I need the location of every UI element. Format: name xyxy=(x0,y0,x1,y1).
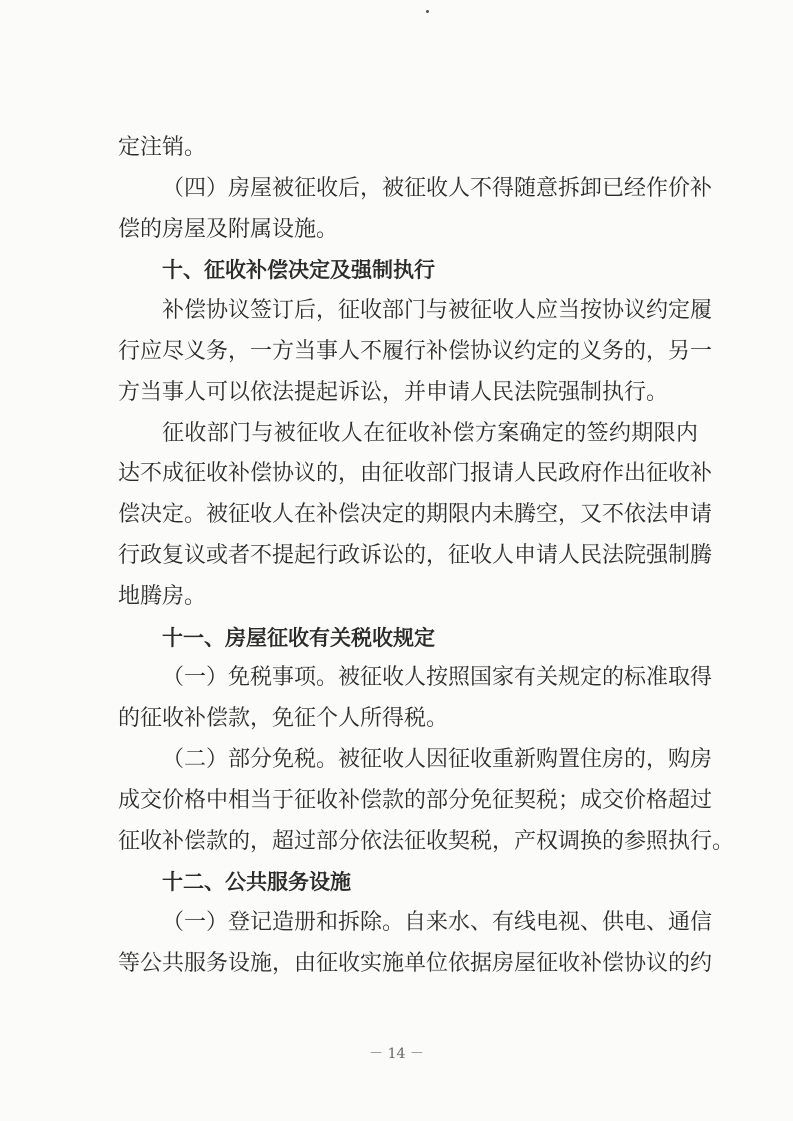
text-line: （二）部分免税。被征收人因征收重新购置住房的，购房 xyxy=(162,746,713,772)
text-line: （四）房屋被征收后，被征收人不得随意拆卸已经作价补 xyxy=(162,175,713,201)
text-line: 征收补偿款的，超过部分依法征收契税，产权调换的参照执行。 xyxy=(118,828,735,854)
section-heading-12: 十二、公共服务设施 xyxy=(162,870,351,895)
section-heading-10: 十、征收补偿决定及强制执行 xyxy=(162,258,435,283)
text-line: 行政复议或者不提起行政诉讼的，征收人申请人民法院强制腾 xyxy=(118,542,713,568)
text-line: 成交价格中相当于征收补偿款的部分免征契税；成交价格超过 xyxy=(118,787,713,813)
document-body xyxy=(118,128,735,985)
text-line: 地腾房。 xyxy=(118,583,207,609)
text-line: 补偿协议签订后，征收部门与被征收人应当按协议约定履 xyxy=(162,298,713,324)
text-line: 定注销。 xyxy=(118,135,207,160)
text-line: （一）登记造册和拆除。自来水、有线电视、供电、通信 xyxy=(162,910,713,936)
text-line: 偿决定。被征收人在补偿决定的期限内未腾空，又不依法申请 xyxy=(118,502,713,528)
text-line: 等公共服务设施，由征收实施单位依据房屋征收补偿协议的约 xyxy=(118,950,713,976)
text-line: （一）免税事项。被征收人按照国家有关规定的标准取得 xyxy=(162,665,713,691)
text-line: 行应尽义务，一方当事人不履行补偿协议约定的义务的，另一 xyxy=(118,338,713,364)
text-line: 的征收补偿款，免征个人所得税。 xyxy=(118,706,449,732)
section-heading-11: 十一、房屋征收有关税收规定 xyxy=(162,625,435,650)
text-line: 方当事人可以依法提起诉讼，并申请人民法院强制执行。 xyxy=(118,379,669,405)
page-dot-mark xyxy=(426,10,429,13)
text-line: 偿的房屋及附属设施。 xyxy=(118,216,339,242)
text-line: 达不成征收补偿协议的，由征收部门报请人民政府作出征收补 xyxy=(118,461,713,487)
page-number: － 14 － xyxy=(369,1046,424,1062)
text-line: 征收部门与被征收人在征收补偿方案确定的签约期限内 xyxy=(162,420,698,446)
